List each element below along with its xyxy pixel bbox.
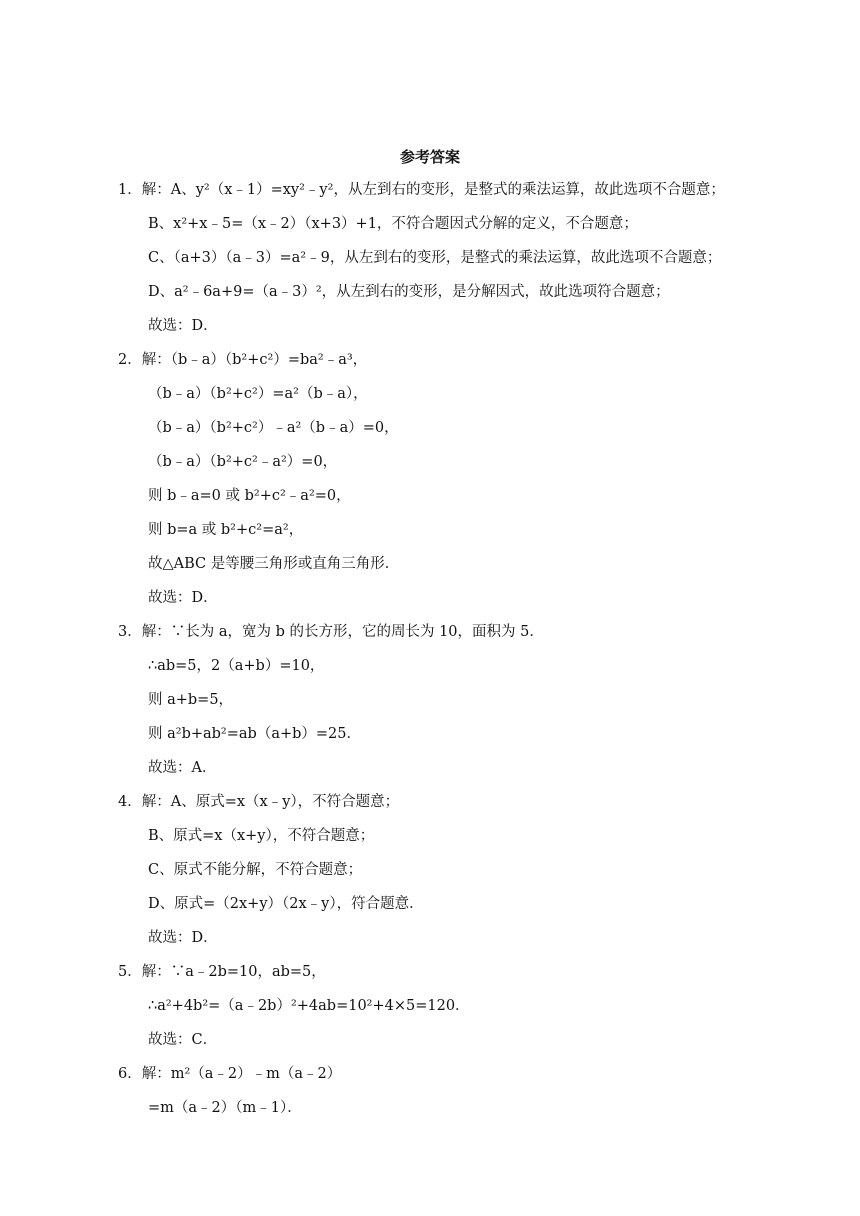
answer-1-line: 1．解：A、y²（x﹣1）=xy²﹣y²，从左到右的变形，是整式的乘法运算，故此选项不合题意； [118, 182, 725, 198]
answer-4-line: 4．解：A、原式=x（x﹣y），不符合题意； [118, 794, 400, 810]
answer-6-step: =m（a﹣2）（m﹣1）． [148, 1100, 302, 1116]
answer-2-step: （b﹣a）（b²+c²）=a²（b﹣a）， [148, 386, 368, 402]
answer-2-step: （b﹣a）（b²+c²）﹣a²（b﹣a）=0， [148, 420, 399, 436]
answer-2-line: 2．解：（b﹣a）（b²+c²）=ba²﹣a³， [118, 352, 368, 368]
answer-4-option-b: B、原式=x（x+y），不符合题意； [148, 828, 375, 844]
answer-1-option-b: B、x²+x﹣5=（x﹣2）（x+3）+1，不符合题因式分解的定义，不合题意； [148, 216, 638, 232]
answer-6-line: 6．解：m²（a﹣2）﹣m（a﹣2） [118, 1066, 342, 1082]
answer-3-step: 则 a²b+ab²=ab（a+b）=25． [148, 726, 361, 742]
answer-2-step: 则 b=a 或 b²+c²=a²， [148, 522, 304, 538]
answer-3-line: 3．解：∵长为 a，宽为 b 的长方形，它的周长为 10，面积为 5． [118, 624, 544, 640]
answer-4-option-c: C、原式不能分解，不符合题意； [148, 862, 363, 878]
answer-5-line: 5．解：∵a﹣2b=10，ab=5， [118, 964, 326, 980]
answer-5-choice: 故选：C． [148, 1032, 218, 1048]
answer-2-step: 则 b﹣a=0 或 b²+c²﹣a²=0， [148, 488, 351, 504]
answer-4-option-d: D、原式=（2x+y）（2x﹣y），符合题意． [148, 896, 424, 912]
answer-3-choice: 故选：A． [148, 760, 217, 776]
answer-3-step: 则 a+b=5， [148, 692, 234, 708]
answer-4-choice: 故选：D． [148, 930, 218, 946]
answer-5-step: ∴a²+4b²=（a﹣2b）²+4ab=10²+4×5=120． [148, 998, 470, 1014]
answer-1-option-d: D、a²﹣6a+9=（a﹣3）²，从左到右的变形，是分解因式，故此选项符合题意； [148, 284, 670, 300]
answer-3-step: ∴ab=5，2（a+b）=10， [148, 658, 325, 674]
answer-2-conclusion: 故△ABC 是等腰三角形或直角三角形． [148, 556, 400, 572]
answer-2-step: （b﹣a）（b²+c²﹣a²）=0， [148, 454, 338, 470]
page-title: 参考答案 [399, 148, 460, 166]
answer-1-option-c: C、（a+3）（a﹣3）=a²﹣9，从左到右的变形，是整式的乘法运算，故此选项不合题意； [148, 250, 722, 266]
answer-2-choice: 故选：D． [148, 590, 218, 606]
answer-1-choice: 故选：D． [148, 318, 218, 334]
